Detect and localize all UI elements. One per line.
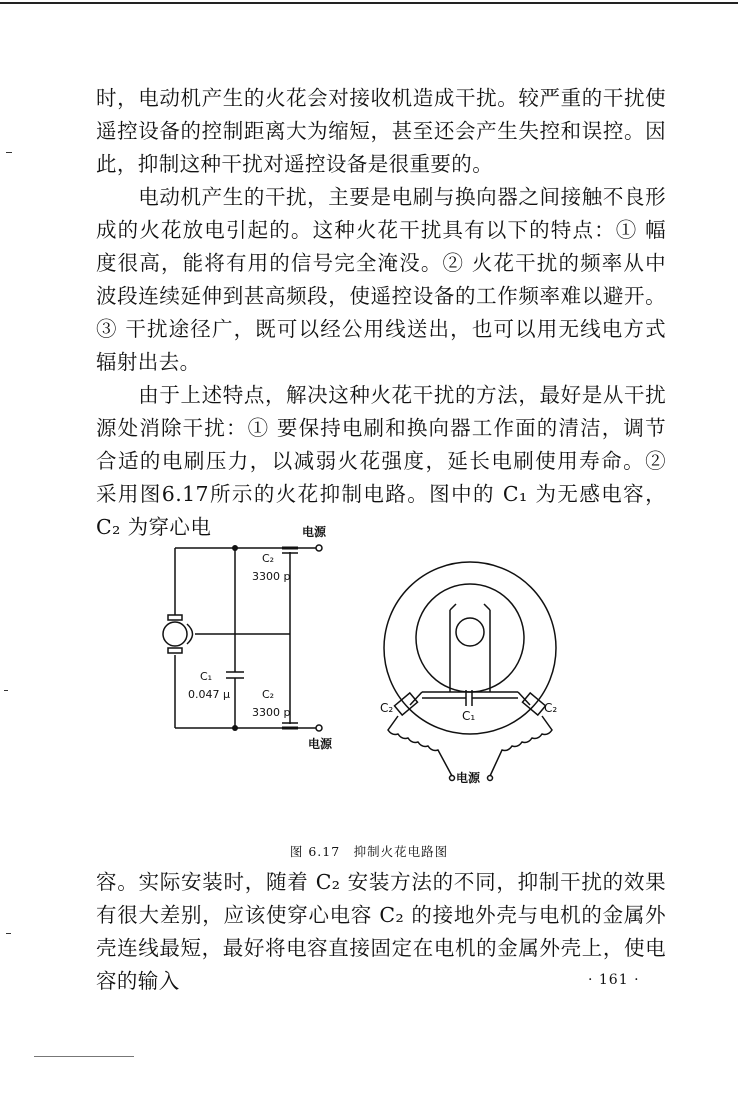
scan-mark [4,690,8,691]
page-number: · 161 · [588,972,640,988]
c2-top-label: C₂ [262,552,275,565]
power-label-top: 电源 [302,525,327,539]
top-border-line [0,2,738,4]
c1-motor-label: C₁ [462,709,476,723]
power-label-motor: 电源 [456,771,481,785]
c2-right-label: C₂ [544,701,558,715]
c2-top-value: 3300 p [252,570,291,583]
scan-mark [6,933,11,934]
paragraph-text: 由于上述特点，解决这种火花干扰的方法，最好是从干扰源处消除干扰：① 要保持电刷和换向器工作面的清洁，调节合适的电刷压力，以减弱火花强度，延长电刷使用寿命。② 采用图6.17所示的火花抑制电路。图中的 C₁ 为无感电容，C₂ 为穿心电 [96,383,666,539]
c2-left-label: C₂ [380,701,394,715]
c2-bottom-label: C₂ [262,688,275,701]
c1-label: C₁ [200,670,213,683]
body-paragraph [96,181,666,379]
left-circuit-diagram [163,545,322,731]
c1-value: 0.047 μ [188,688,230,701]
right-motor-diagram [384,562,556,781]
motor-inner-ring [416,584,524,692]
power-label-bottom: 电源 [308,737,333,751]
spark-suppression-circuit-figure [160,520,580,790]
c2-bottom-value: 3300 p [252,706,291,719]
motor-symbol [163,622,187,646]
commutator-symbol [456,618,484,646]
paragraph-text: 电动机产生的干扰，主要是电刷与换向器之间接触不良形成的火花放电引起的。这种火花干扰具有以下的特点：① 幅度很高，能将有用的信号完全淹没。② 火花干扰的频率从中波段连续延伸到甚高频段，使遥控设备的工作频率难以避开。③ 干扰途径广，既可以经公用线送出，也可以用无线电方式辐射出去。 [96,185,666,374]
body-paragraph: 时，电动机产生的火花会对接收机造成干扰。较严重的干扰使遥控设备的控制距离大为缩短，甚至还会产生失控和误控。因此，抑制这种干扰对遥控设备是很重要的。 [96,86,666,176]
body-paragraph: 容。实际安装时，随着 C₂ 安装方法的不同，抑制干扰的效果有很大差别，应该使穿心电容 C₂ 的接地外壳与电机的金属外壳连线最短，最好将电容直接固定在电机的金属外壳上，使电容的输入 [96,870,666,993]
scan-mark [6,152,12,153]
scan-mark [34,1056,134,1057]
figure-caption: 图 6.17 抑制火花电路图 [289,844,449,859]
